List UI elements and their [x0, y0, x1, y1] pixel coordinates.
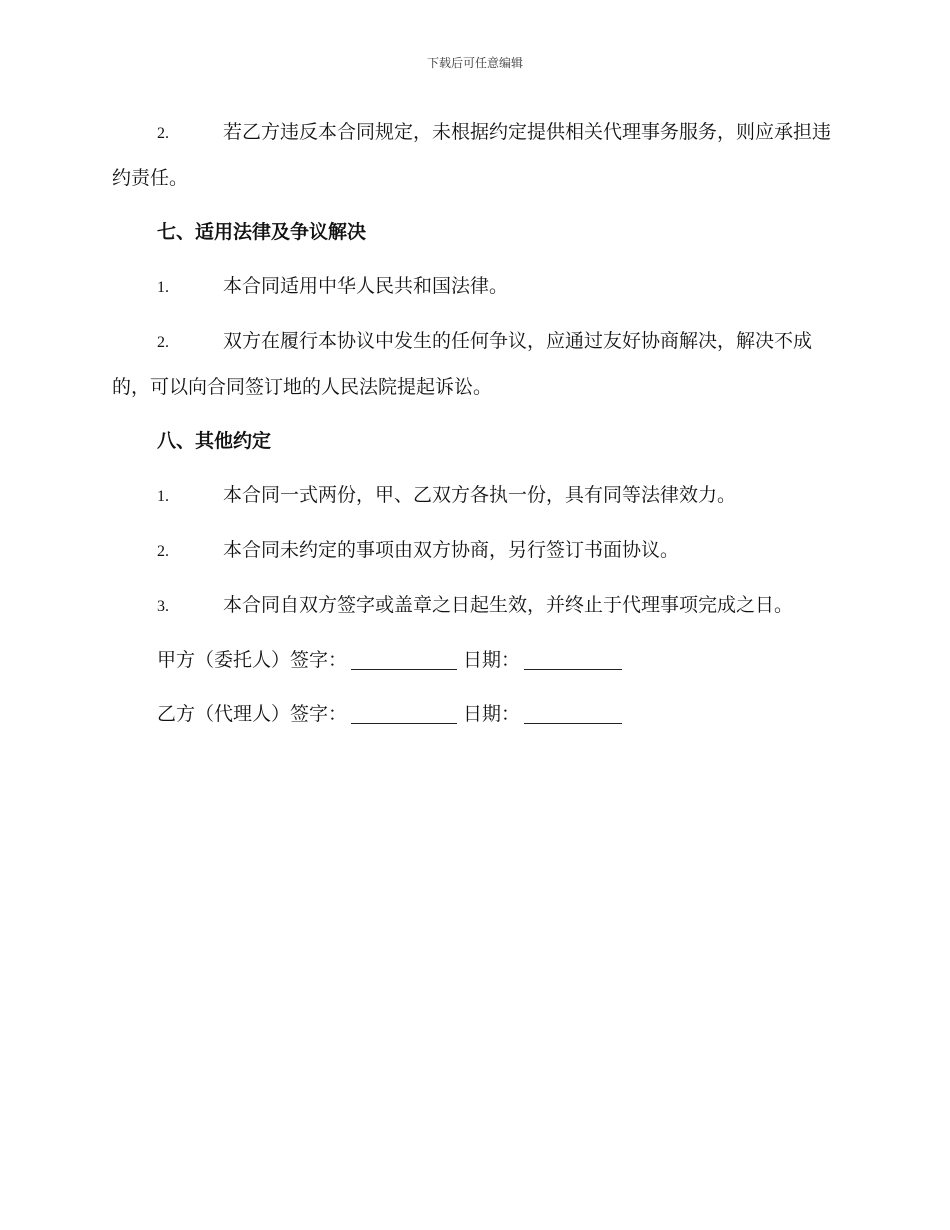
- clause-text: 本合同未约定的事项由双方协商，另行签订书面协议。: [223, 539, 680, 561]
- section-heading-8: 八、其他约定: [157, 430, 272, 452]
- clause-text: 本合同一式两份，甲、乙双方各执一份，具有同等法律效力。: [223, 484, 737, 506]
- clause-number: 2.: [157, 125, 169, 142]
- clause-number: 1.: [157, 488, 169, 505]
- clause-7-2: [112, 319, 834, 410]
- party-a-signature-blank[interactable]: [351, 649, 457, 670]
- party-b-date-label: 日期：: [463, 703, 521, 725]
- clause-number: 3.: [157, 598, 169, 615]
- clause-text: 双方在履行本协议中发生的任何争议，应通过友好协商解决，解决不成的，可以向合同签订地的人民法院提起诉讼。: [112, 330, 813, 398]
- party-a-label: 甲方（委托人）签字：: [157, 649, 348, 671]
- clause-text: 若乙方违反本合同规定，未根据约定提供相关代理事务服务，则应承担违约责任。: [112, 121, 832, 189]
- clause-text: 本合同自双方签字或盖章之日起生效，并终止于代理事项完成之日。: [223, 594, 794, 616]
- clause-8-2: [112, 528, 834, 574]
- party-b-date-blank[interactable]: [524, 703, 622, 724]
- clause-8-3: [112, 583, 834, 629]
- signature-line-party-a: [112, 638, 834, 683]
- document-body: [112, 110, 834, 746]
- clause-8-1: [112, 473, 834, 519]
- party-a-date-label: 日期：: [463, 649, 521, 671]
- clause-text: 本合同适用中华人民共和国法律。: [223, 275, 509, 297]
- clause-6-2: [112, 110, 834, 201]
- section-heading-7: 七、适用法律及争议解决: [157, 221, 367, 243]
- party-b-signature-blank[interactable]: [351, 703, 457, 724]
- header-note: 下载后可任意编辑: [426, 56, 523, 70]
- clause-7-1: [112, 264, 834, 310]
- signature-line-party-b: [112, 692, 834, 737]
- clause-number: 2.: [157, 543, 169, 560]
- clause-number: 1.: [157, 279, 169, 296]
- clause-number: 2.: [157, 334, 169, 351]
- party-b-label: 乙方（代理人）签字：: [157, 703, 348, 725]
- party-a-date-blank[interactable]: [524, 649, 622, 670]
